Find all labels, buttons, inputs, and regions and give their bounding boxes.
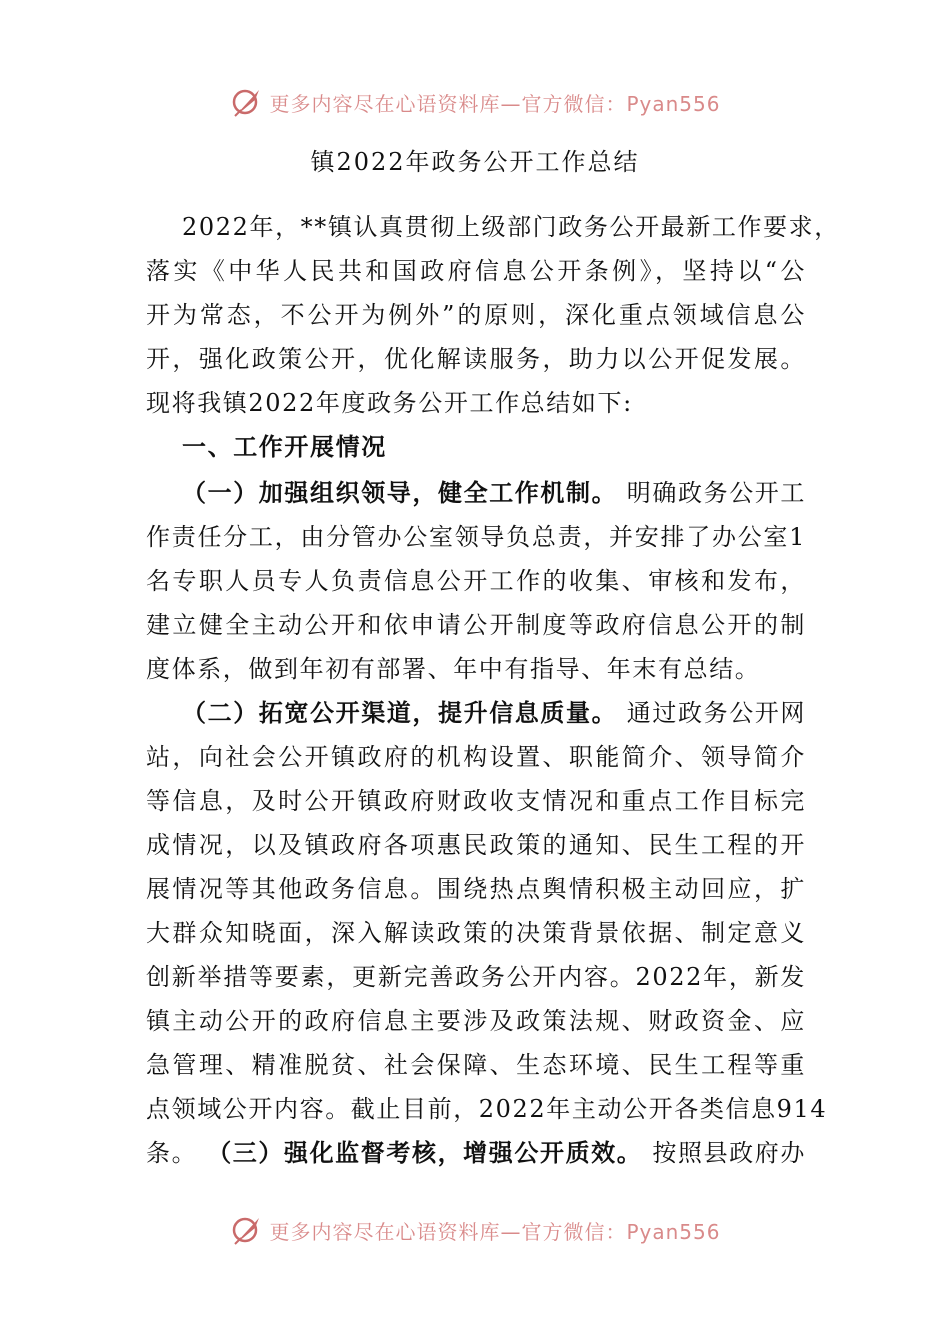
body-line: 现将我镇2022年度政务公开工作总结如下: <box>146 389 633 417</box>
body-line: 2022年，**镇认真贯彻上级部门政务公开最新工作要求， <box>182 213 840 241</box>
body-line: 成情况，以及镇政府各项惠民政策的通知、民生工程的开 <box>146 831 806 859</box>
body-line: 镇主动公开的政府信息主要涉及政策法规、财政资金、应 <box>146 1007 806 1035</box>
watermark-bottom <box>0 1210 950 1250</box>
watermark-text: 更多内容尽在心语资料库—官方微信：Pyan556 <box>269 91 721 116</box>
body-line: 点领域公开内容。截止目前，2022年主动公开各类信息914 <box>146 1095 828 1123</box>
subheading: （一）加强组织领导，健全工作机制。 <box>182 479 618 507</box>
paragraph-line <box>146 1136 806 1170</box>
body-line: 创新举措等要素，更新完善政务公开内容。2022年，新发 <box>146 963 806 991</box>
body-line: 作责任分工，由分管办公室领导负总责，并安排了办公室1 <box>146 523 806 551</box>
body-line: 建立健全主动公开和依申请公开制度等政府信息公开的制 <box>146 611 806 639</box>
watermark-text: 更多内容尽在心语资料库—官方微信：Pyan556 <box>269 1219 721 1244</box>
body-line: 展情况等其他政务信息。围绕热点舆情积极主动回应，扩 <box>146 875 806 903</box>
body-line: 度体系，做到年初有部署、年中有指导、年末有总结。 <box>146 655 761 683</box>
section-heading: 一、工作开展情况 <box>182 433 387 461</box>
body-line: 站，向社会公开镇政府的机构设置、职能简介、领导简介 <box>146 743 806 771</box>
body-line: 急管理、精准脱贫、社会保障、生态环境、民生工程等重 <box>146 1051 806 1079</box>
quill-logo-icon <box>229 1212 265 1248</box>
body-text: 条。 <box>146 1139 198 1167</box>
watermark-top <box>0 82 950 122</box>
body-line: 落实《中华人民共和国政府信息公开条例》，坚持以“公 <box>146 257 806 285</box>
body-text: 明确政务公开工 <box>626 479 806 507</box>
paragraph-first-line <box>182 696 806 730</box>
body-text: 按照县政府办 <box>652 1139 806 1167</box>
body-line: 开，强化政策公开，优化解读服务，助力以公开促发展。 <box>146 345 806 373</box>
body-line: 名专职人员专人负责信息公开工作的收集、审核和发布， <box>146 567 806 595</box>
body-line: 大群众知晓面，深入解读政策的决策背景依据、制定意义 <box>146 919 806 947</box>
body-line: 等信息，及时公开镇政府财政收支情况和重点工作目标完 <box>146 787 806 815</box>
document-title: 镇2022年政务公开工作总结 <box>310 148 640 176</box>
body-text: 通过政务公开网 <box>626 699 806 727</box>
body-line: 开为常态，不公开为例外”的原则，深化重点领域信息公 <box>146 301 806 329</box>
paragraph-first-line <box>182 476 806 510</box>
quill-logo-icon <box>229 84 265 120</box>
subheading: （三）强化监督考核，增强公开质效。 <box>207 1139 643 1167</box>
subheading: （二）拓宽公开渠道，提升信息质量。 <box>182 699 618 727</box>
